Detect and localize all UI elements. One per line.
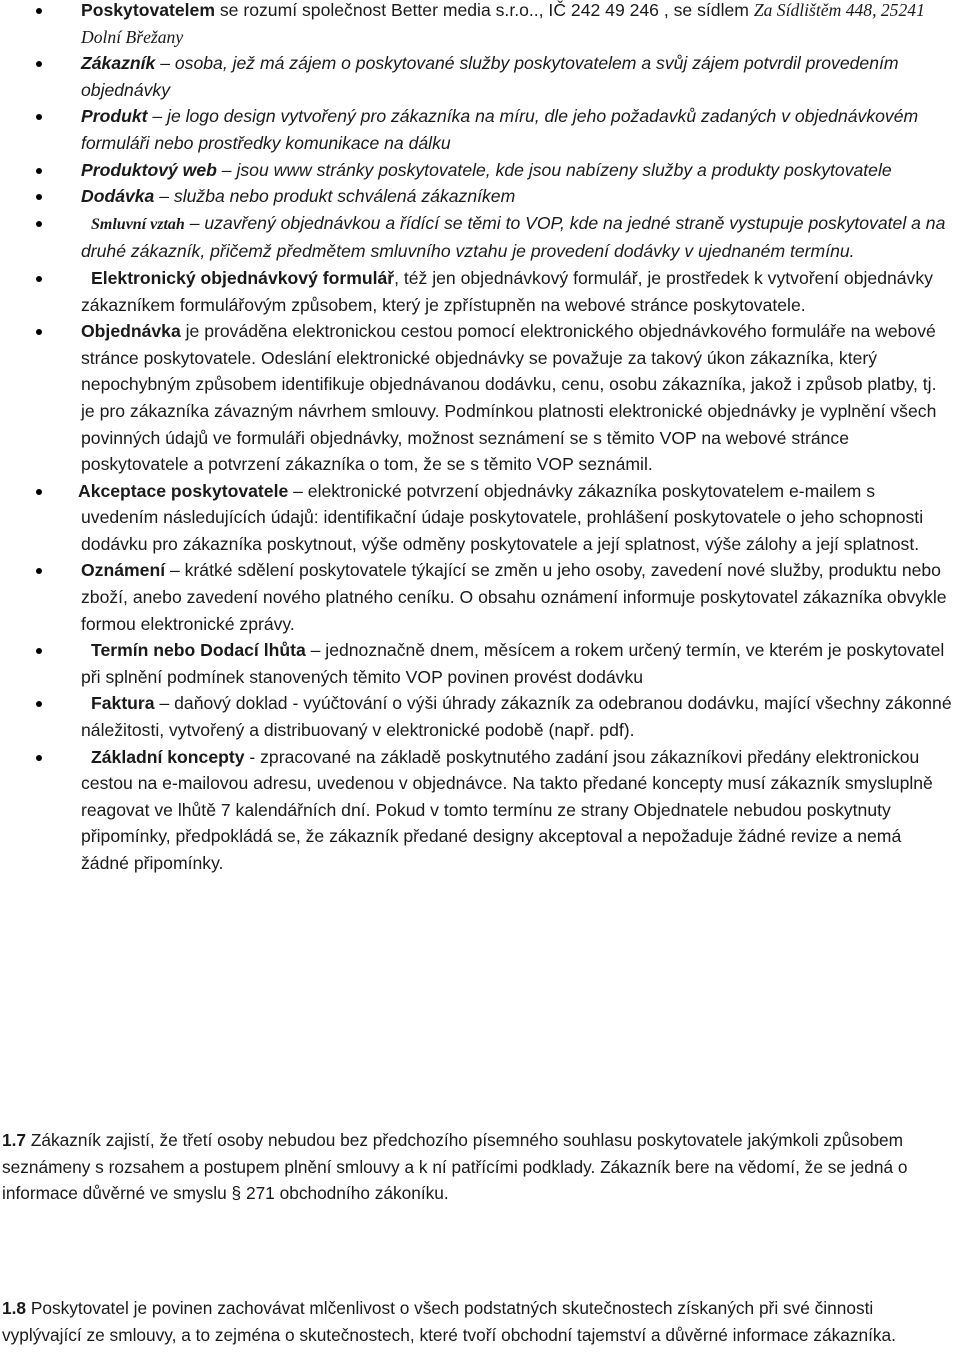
definition-term: Dodávka [81,186,155,207]
definition-term: Produktový web [81,159,217,180]
definition-text: se rozumí společnost Better media s.r.o.., IČ 242 49 246 , se sídlem [214,0,754,20]
section-1-8 [2,1295,957,1348]
list-item [0,318,960,478]
definition-term: Produkt [81,106,148,127]
list-item [0,210,960,265]
definition-text: – uzavřený objednávkou a řídící se těmi to VOP, kde na jedné straně vystupuje poskytovatel a na druhé zákazník, přičemž předmětem smluvního vztahu je provedení dodávky v ujednaném termínu. [81,212,946,262]
list-item [0,637,960,690]
list-item [0,557,960,637]
definition-text: - zpracované na základě poskytnutého zadání jsou zákazníkovi předány elektronickou cestou na e-mailovou adresu, uvedenou v objednávce. Na takto předané koncepty musí zákazník smysluplně reagovat ve lhůtě 7 kalendářních dní. Pokud v tomto termínu ze strany Objednatele nebudou poskytnuty připomínky, předpokládá se, že zákazník předané designy akceptoval a nepožaduje žádné revize a nemá žádné připomínky. [81,746,933,873]
definition-term: Poskytovatelem [81,0,215,20]
bullet-icon [36,114,42,120]
list-item [0,50,960,103]
bullet-icon [36,489,42,495]
bullet-icon [36,194,42,200]
bullet-icon [36,648,42,654]
bullet-icon [36,755,42,761]
definition-address: Za Sídlištěm 448, 25241 Dolní Břežany [81,0,925,47]
bullet-icon [36,8,42,14]
list-item [0,265,960,318]
list-item [0,0,960,50]
list-item [0,157,960,184]
definition-term: Termín nebo Dodací lhůta [91,640,306,661]
definition-term: Zákazník [81,53,156,74]
definition-term: Faktura [91,693,155,714]
definition-text: – je logo design vytvořený pro zákazníka na míru, dle jeho požadavků zadaných v objednávkovém formuláři nebo prostředky komunikace na dálku [81,106,919,153]
bullet-icon [36,61,42,67]
definition-text: – daňový doklad - vyúčtování o výši úhrady zákazník za odebranou dodávku, mající všechny zákonné náležitosti, vytvořený a distribuovaný v elektronické podobě (např. pdf). [81,693,952,741]
list-item [0,478,960,558]
list-item [0,103,960,156]
definition-text: , též jen objednávkový formulář, je prostředek k vytvoření objednávky zákazníkem formulářovým způsobem, který je zpřístupněn na webové stránce poskytovatele. [81,267,933,315]
section-text: Poskytovatel je povinen zachovávat mlčenlivost o všech podstatných skutečnostech získaných při své činnosti vyplývající ze smlouvy, a to zejména o skutečnostech, které tvoří obchodní tajemství a důvěrné informace zákazníka. [2,1298,896,1345]
definition-text: – osoba, jež má zájem o poskytované služby poskytovatelem a svůj zájem potvrdil provedením objednávky [81,53,899,100]
bullet-icon [36,329,42,335]
bullet-icon [36,568,42,574]
definition-term: Základní koncepty [91,746,245,767]
list-item [0,183,960,210]
section-text: Zákazník zajistí, že třetí osoby nebudou bez předchozího písemného souhlasu poskytovatele jakýmkoli způsobem seznámeny s rozsahem a postupem plnění smlouvy a k ní patřícími podklady. Zákazník bere na vědomí, že se jedná o informace důvěrné ve smyslu § 271 obchodního zákoníku. [2,1130,908,1204]
section-number: 1.7 [2,1130,27,1150]
section-1-7 [2,1127,957,1207]
definition-term: Elektronický objednávkový formulář [91,267,395,288]
section-number: 1.8 [2,1298,27,1318]
definition-text: – jsou www stránky poskytovatele, kde jsou nabízeny služby a produkty poskytovatele [216,159,892,180]
definition-term: Objednávka [81,321,181,342]
definition-term: Smluvní vztah [91,215,185,233]
definition-text: – elektronické potvrzení objednávky zákazníka poskytovatelem e-mailem s uvedením následujících údajů: identifikační údaje poskytovatele, prohlášení poskytovatele o jeho schopnosti dodávku pro zákazníka poskytnout, výše odměny poskytovatele a její splatnost, výše zálohy a její splatnost. [81,480,924,554]
bullet-icon [36,701,42,707]
definition-text: – jednoznačně dnem, měsícem a rokem určený termín, ve kterém je poskytovatel při splnění podmínek stanovených těmito VOP povinen provést dodávku [81,640,945,687]
definition-text: – krátké sdělení poskytovatele týkající se změn u jeho osoby, zavedení nové služby, produktu nebo zboží, anebo zavedení nového platného ceníku. O obsahu oznámení informuje poskytovatel zákazníka obvykle formou elektronické zprávy. [81,560,947,634]
list-item [0,744,960,877]
definition-term: Oznámení [81,560,166,581]
definition-text: je prováděna elektronickou cestou pomocí elektronického objednávkového formuláře na webové stránce poskytovatele. Odeslání elektronické objednávky se považuje za takový úkon zákazníka, který nepochybným způsobem identifikuje objednávanou dodávku, cenu, osobu zákazníka, jakož i způsob platby, tj. je pro zákazníka závazným návrhem smlouvy. Podmínkou platnosti elektronické objednávky je vyplnění všech povinných údajů ve formuláři objednávky, možnost seznámení se s těmito VOP na webové stránce poskytovatele a potvrzení zákazníka o tom, že se s těmito VOP seznámil. [81,321,937,475]
bullet-icon [36,168,42,174]
bullet-icon [36,276,42,282]
list-item [0,690,960,743]
definition-term: Akceptace poskytovatele [78,480,289,501]
bullet-icon [36,221,42,227]
definition-text: – služba nebo produkt schválená zákazníkem [154,186,516,207]
